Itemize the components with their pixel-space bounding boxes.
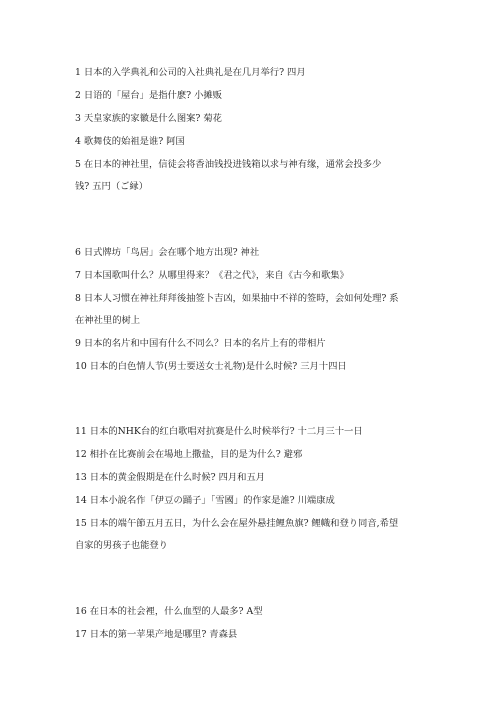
text-line bbox=[75, 158, 430, 172]
line-text: 8 日本人习惯在神社拜拜後抽签卜吉凶，如果抽中不祥的签時，会如何处理? 系 bbox=[75, 293, 399, 304]
line-text: 16 在日本的社会裡，什么血型的人最多? A型 bbox=[75, 606, 263, 617]
text-line bbox=[75, 494, 430, 508]
line-text: 5 在日本的神社里，信徒会将香油钱投进钱箱以求与神有缘，通常会投多少 bbox=[75, 159, 382, 170]
line-text: 2 日语的「屋台」是指什麽? 小摊贩 bbox=[75, 90, 222, 101]
text-line bbox=[75, 337, 430, 351]
line-text: 10 日本的白色情人节(男士要送女士礼物)是什么时候? 三月十四日 bbox=[75, 361, 347, 372]
line-text: 7 日本国歌叫什么？从哪里得来？《君之代》，来自《古今和歌集》 bbox=[75, 270, 349, 281]
line-text: 17 日本的第一苹果产地是哪里? 青森县 bbox=[75, 629, 238, 640]
line-text: 12 相扑在比赛前会在場地上撒盐，目的是为什么? 避邪 bbox=[75, 449, 303, 460]
text-line bbox=[75, 66, 430, 80]
text-line bbox=[75, 448, 430, 462]
line-text: 14 日本小說名作「伊豆の踊子」「雪國」的作家是誰? 川端康成 bbox=[75, 495, 335, 506]
line-text: 13 日本的黄金假期是在什么时候? 四月和五月 bbox=[75, 472, 266, 483]
text-line bbox=[75, 112, 430, 126]
text-line bbox=[75, 605, 430, 619]
text-line bbox=[75, 246, 430, 260]
text-line bbox=[75, 471, 430, 485]
line-text: 9 日本的名片和中国有什么不同么？日本的名片上有的带相片 bbox=[75, 338, 326, 349]
text-line bbox=[75, 180, 430, 194]
line-text: 11 日本的NHK台的红白歌唱对抗赛是什么时候举行? 十二月三十一日 bbox=[75, 426, 363, 437]
text-line bbox=[75, 517, 430, 531]
line-text: 1 日本的入学典礼和公司的入社典礼是在几月举行? 四月 bbox=[75, 67, 306, 78]
line-text: 自家的男孩子也能登り bbox=[75, 540, 168, 551]
line-text: 4 歌舞伎的始祖是谁? 阿国 bbox=[75, 136, 185, 147]
text-line bbox=[75, 539, 430, 553]
text-line bbox=[75, 425, 430, 439]
line-text: 3 天皇家族的家徽是什么图案? 菊花 bbox=[75, 113, 222, 124]
text-line bbox=[75, 292, 430, 306]
text-line bbox=[75, 135, 430, 149]
line-text: 6 日式牌坊「鸟居」会在哪个地方出现? 神社 bbox=[75, 247, 260, 258]
text-line bbox=[75, 89, 430, 103]
line-text: 钱? 五円（ご縁） bbox=[75, 181, 149, 192]
text-line bbox=[75, 360, 430, 374]
line-text: 在神社里的树上 bbox=[75, 315, 141, 326]
text-line bbox=[75, 628, 430, 642]
text-line bbox=[75, 314, 430, 328]
text-line bbox=[75, 269, 430, 283]
line-text: 15 日本的端午節五月五日，为什么会在屋外悬挂鲤魚旗? 鲤幟和登り同音,希望 bbox=[75, 518, 399, 529]
